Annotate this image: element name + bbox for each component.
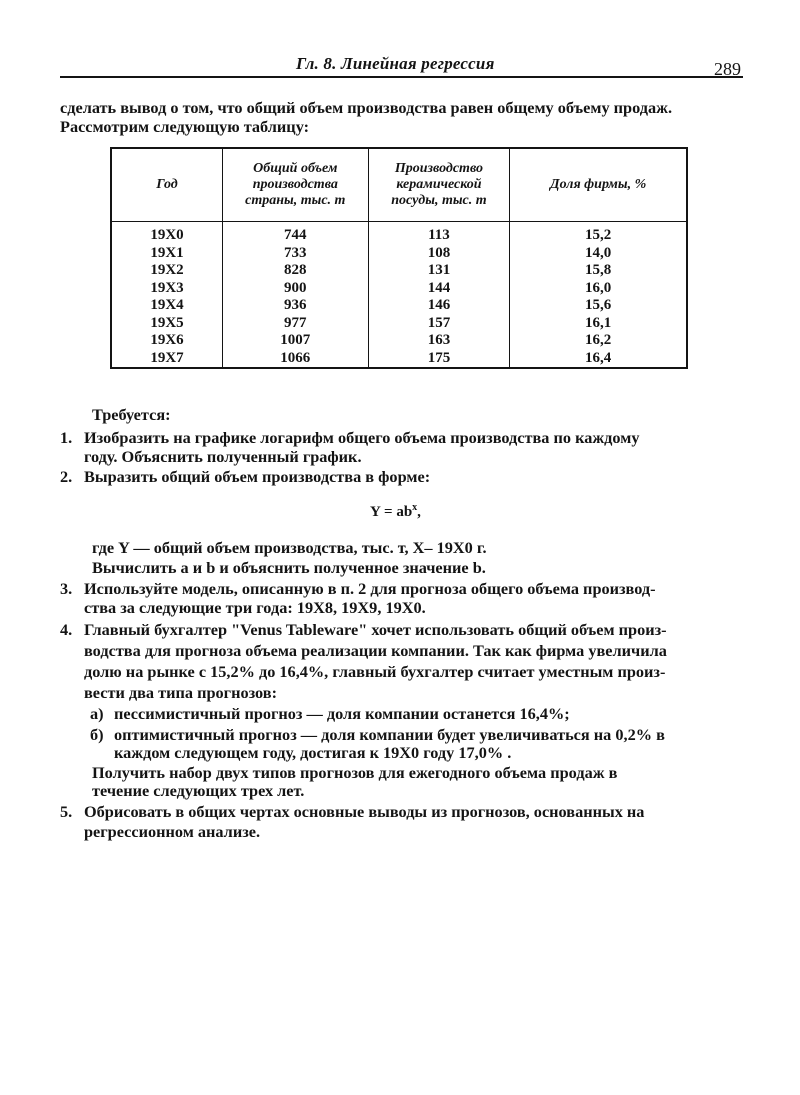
task-2-line: где Y — общий объем производства, тыс. т, X– 19X0 г. bbox=[92, 538, 487, 557]
col-header-year: Год bbox=[111, 148, 222, 222]
table-cell: 16,4 bbox=[510, 350, 687, 369]
task-2-line: Выразить общий объем производства в форме: bbox=[84, 467, 431, 486]
task-4-line: Главный бухгалтер "Venus Tableware" хочет использовать общий объем произ- bbox=[84, 620, 667, 639]
table-cell: 19X1 bbox=[111, 245, 222, 263]
table-cell: 19X6 bbox=[111, 332, 222, 350]
table-cell: 113 bbox=[368, 222, 510, 245]
task-number: 3. bbox=[60, 579, 73, 598]
table-cell: 15,2 bbox=[510, 222, 687, 245]
col-header-ceramic-production: Производство керамической посуды, тыс. т bbox=[368, 148, 510, 222]
formula-tail: , bbox=[417, 504, 421, 520]
subitem-a-text: пессимистичный прогноз — доля компании останется 16,4%; bbox=[114, 704, 570, 723]
table-cell: 977 bbox=[222, 315, 368, 333]
table-cell: 19X0 bbox=[111, 222, 222, 245]
table-cell: 15,8 bbox=[510, 262, 687, 280]
table-cell: 1007 bbox=[222, 332, 368, 350]
table-cell: 936 bbox=[222, 297, 368, 315]
subitem-label: а) bbox=[90, 704, 104, 723]
table-cell: 19X4 bbox=[111, 297, 222, 315]
table-cell: 19X5 bbox=[111, 315, 222, 333]
page-number: 289 bbox=[714, 59, 741, 79]
task-4-line: водства для прогноза объема реализации компании. Так как фирма увеличила bbox=[84, 641, 667, 660]
table-row bbox=[111, 245, 687, 263]
table-row bbox=[111, 332, 687, 350]
required-heading: Требуется: bbox=[92, 405, 171, 424]
table-row bbox=[111, 222, 687, 245]
table-cell: 175 bbox=[368, 350, 510, 369]
task-4-line: Получить набор двух типов прогнозов для ежегодного объема продаж в bbox=[92, 763, 618, 782]
table-cell: 733 bbox=[222, 245, 368, 263]
table-cell: 144 bbox=[368, 280, 510, 298]
table-cell: 163 bbox=[368, 332, 510, 350]
task-4-line: долю на рынке с 15,2% до 16,4%, главный бухгалтер считает уместным произ- bbox=[84, 662, 666, 681]
table-cell: 744 bbox=[222, 222, 368, 245]
task-3-line: Используйте модель, описанную в п. 2 для прогноза общего объема производ- bbox=[84, 579, 656, 598]
col-header-total-production: Общий объем производства страны, тыс. т bbox=[222, 148, 368, 222]
col-header-firm-share: Доля фирмы, % bbox=[510, 148, 687, 222]
intro-line: Рассмотрим следующую таблицу: bbox=[60, 117, 310, 136]
task-number: 2. bbox=[60, 467, 73, 486]
table-cell: 19X7 bbox=[111, 350, 222, 369]
table-cell: 16,2 bbox=[510, 332, 687, 350]
table-cell: 16,0 bbox=[510, 280, 687, 298]
task-5-line: регрессионном анализе. bbox=[84, 822, 261, 841]
table-cell: 15,6 bbox=[510, 297, 687, 315]
table-cell: 16,1 bbox=[510, 315, 687, 333]
table-cell: 157 bbox=[368, 315, 510, 333]
table-row bbox=[111, 262, 687, 280]
task-number: 5. bbox=[60, 802, 73, 821]
intro-line: сделать вывод о том, что общий объем производства равен общему объему продаж. bbox=[60, 98, 673, 117]
data-table bbox=[110, 147, 688, 369]
table-cell: 828 bbox=[222, 262, 368, 280]
table-cell: 14,0 bbox=[510, 245, 687, 263]
table-row bbox=[111, 297, 687, 315]
subitem-label: б) bbox=[90, 725, 104, 744]
intro-paragraph bbox=[60, 98, 750, 136]
task-2-line: Вычислить a и b и объяснить полученное значение b. bbox=[92, 558, 486, 577]
formula-base: Y = ab bbox=[370, 504, 413, 520]
task-number: 1. bbox=[60, 428, 73, 447]
formula-exponent: x bbox=[412, 502, 418, 513]
task-1-line: году. Объяснить полученный график. bbox=[84, 447, 362, 466]
task-number: 4. bbox=[60, 620, 73, 639]
table-row bbox=[111, 315, 687, 333]
task-4-line: течение следующих трех лет. bbox=[92, 781, 305, 800]
subitem-b-line: оптимистичный прогноз — доля компании будет увеличиваться на 0,2% в bbox=[114, 725, 665, 744]
task-3-line: ства за следующие три года: 19X8, 19X9, 19X0. bbox=[84, 598, 426, 617]
page-header bbox=[60, 52, 743, 78]
task-5-line: Обрисовать в общих чертах основные выводы из прогнозов, основанных на bbox=[84, 802, 645, 821]
formula bbox=[370, 502, 421, 521]
table-header-row bbox=[111, 148, 687, 222]
table-cell: 131 bbox=[368, 262, 510, 280]
subitem-b-line: каждом следующем году, достигая к 19X0 году 17,0% . bbox=[114, 743, 512, 762]
table-row bbox=[111, 350, 687, 369]
table-cell: 108 bbox=[368, 245, 510, 263]
table-cell: 19X2 bbox=[111, 262, 222, 280]
task-1-line: Изобразить на графике логарифм общего объема производства по каждому bbox=[84, 428, 640, 447]
table-cell: 900 bbox=[222, 280, 368, 298]
table-cell: 19X3 bbox=[111, 280, 222, 298]
table-row bbox=[111, 280, 687, 298]
table-cell: 146 bbox=[368, 297, 510, 315]
table-cell: 1066 bbox=[222, 350, 368, 369]
task-4-line: вести два типа прогнозов: bbox=[84, 683, 277, 702]
running-title: Гл. 8. Линейная регрессия bbox=[296, 54, 495, 73]
